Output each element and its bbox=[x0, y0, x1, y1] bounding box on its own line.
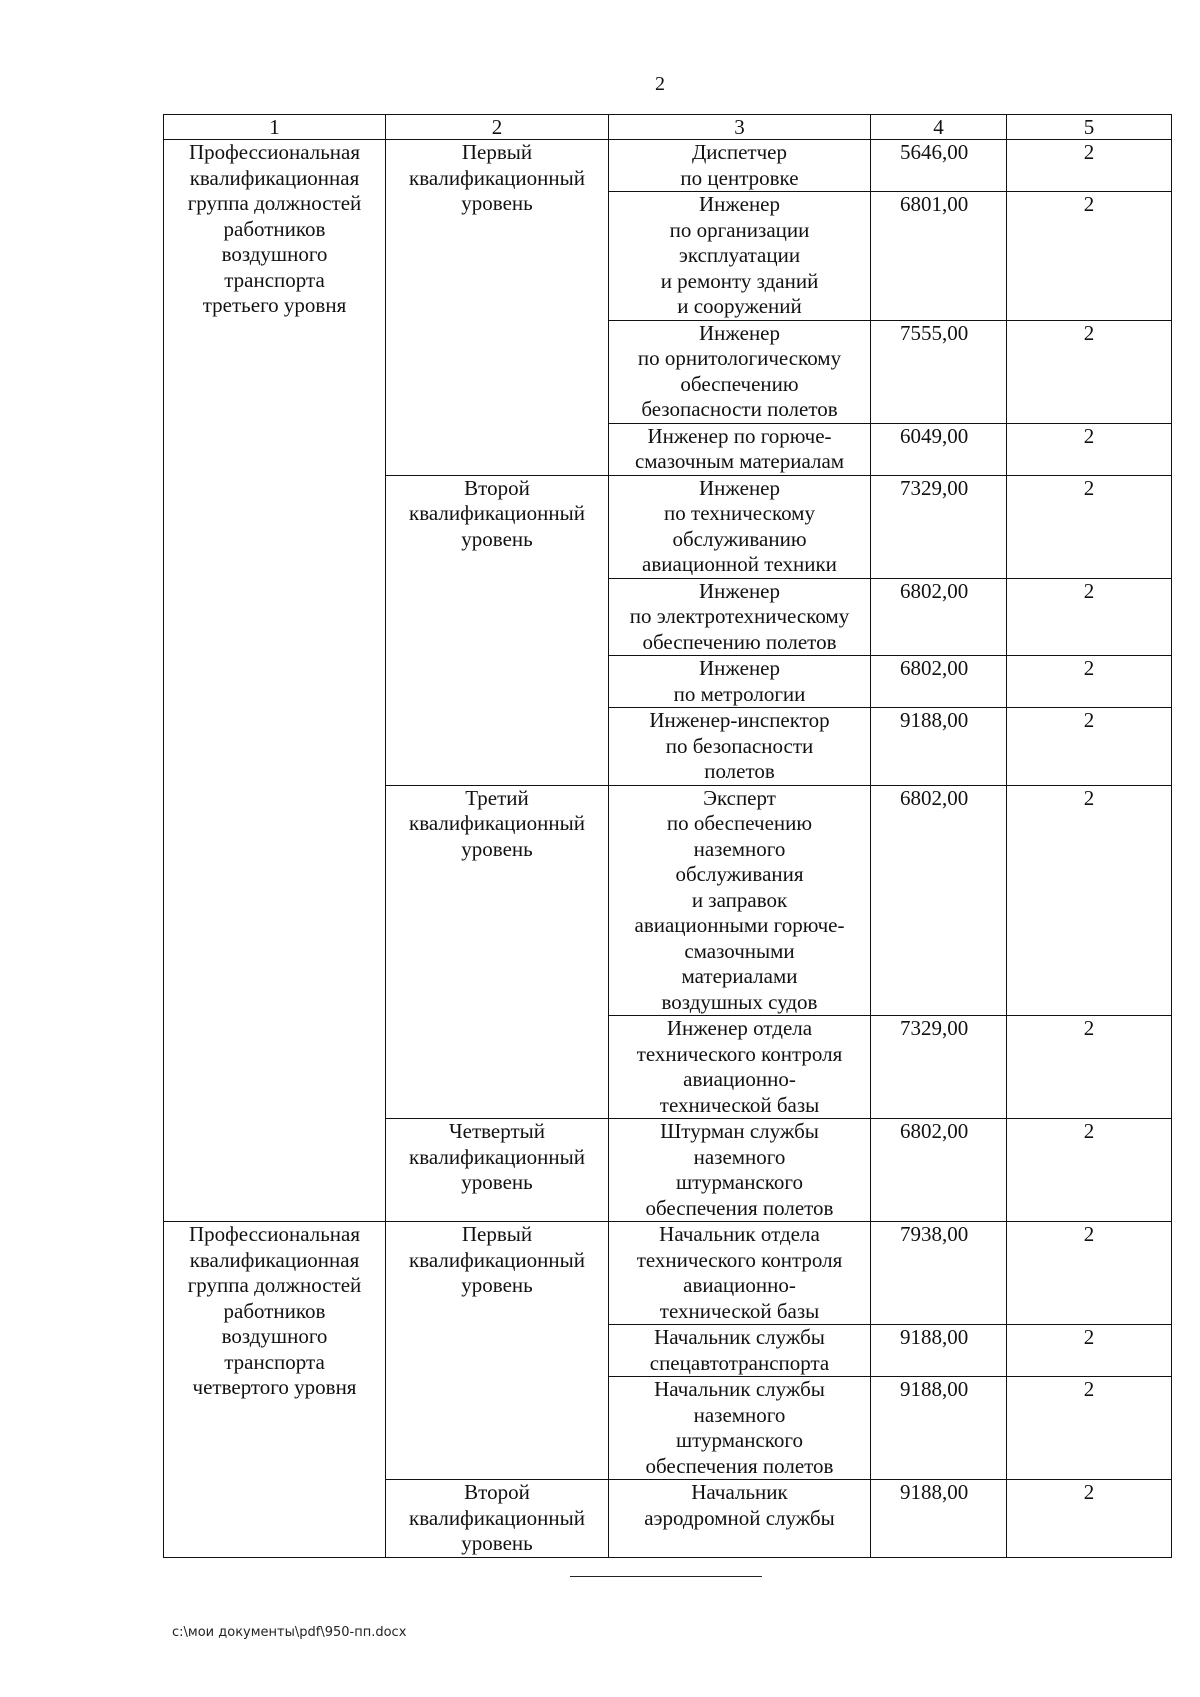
coefficient-cell: 2 bbox=[1007, 192, 1172, 321]
column-header: 1 bbox=[164, 115, 386, 140]
salary-cell: 7329,00 bbox=[871, 475, 1007, 578]
table-row bbox=[164, 140, 1172, 192]
coefficient-cell: 2 bbox=[1007, 140, 1172, 192]
position-title-cell: Начальник аэродромной службы bbox=[609, 1480, 871, 1558]
end-separator-line bbox=[570, 1576, 762, 1577]
coefficient-cell: 2 bbox=[1007, 475, 1172, 578]
position-title-cell: Начальник отдела технического контроля авиационно- технической базы bbox=[609, 1222, 871, 1325]
salary-cell: 6801,00 bbox=[871, 192, 1007, 321]
column-header: 3 bbox=[609, 115, 871, 140]
coefficient-cell: 2 bbox=[1007, 708, 1172, 786]
qualification-level-cell: Третий квалификационный уровень bbox=[386, 785, 609, 1119]
salary-cell: 6802,00 bbox=[871, 1119, 1007, 1222]
salary-cell: 6049,00 bbox=[871, 423, 1007, 475]
coefficient-cell: 2 bbox=[1007, 320, 1172, 423]
salary-cell: 7555,00 bbox=[871, 320, 1007, 423]
coefficient-cell: 2 bbox=[1007, 785, 1172, 1016]
position-title-cell: Инженер-инспектор по безопасности полетов bbox=[609, 708, 871, 786]
coefficient-cell: 2 bbox=[1007, 423, 1172, 475]
position-title-cell: Штурман службы наземного штурманского обеспечения полетов bbox=[609, 1119, 871, 1222]
salary-cell: 5646,00 bbox=[871, 140, 1007, 192]
salary-cell: 9188,00 bbox=[871, 1377, 1007, 1480]
page-number: 2 bbox=[655, 73, 665, 95]
file-path-footer: c:\мои документы\pdf\950-пп.docx bbox=[172, 1625, 407, 1640]
position-title-cell: Инженер по орнитологическому обеспечению безопасности полетов bbox=[609, 320, 871, 423]
column-header: 4 bbox=[871, 115, 1007, 140]
salary-cell: 7938,00 bbox=[871, 1222, 1007, 1325]
salary-table bbox=[163, 114, 1172, 1558]
position-title-cell: Эксперт по обеспечению наземного обслуживания и заправок авиационными горюче- смазочными материалами воздушных судов bbox=[609, 785, 871, 1016]
qualification-level-cell: Первый квалификационный уровень bbox=[386, 1222, 609, 1480]
coefficient-cell: 2 bbox=[1007, 1119, 1172, 1222]
column-header: 2 bbox=[386, 115, 609, 140]
salary-table-body bbox=[164, 115, 1172, 1558]
coefficient-cell: 2 bbox=[1007, 1325, 1172, 1377]
position-title-cell: Диспетчер по центровке bbox=[609, 140, 871, 192]
position-title-cell: Инженер по горюче- смазочным материалам bbox=[609, 423, 871, 475]
coefficient-cell: 2 bbox=[1007, 1377, 1172, 1480]
position-title-cell: Инженер отдела технического контроля авиационно- технической базы bbox=[609, 1016, 871, 1119]
coefficient-cell: 2 bbox=[1007, 1222, 1172, 1325]
qualification-level-cell: Второй квалификационный уровень bbox=[386, 1480, 609, 1558]
salary-cell: 9188,00 bbox=[871, 708, 1007, 786]
column-header: 5 bbox=[1007, 115, 1172, 140]
coefficient-cell: 2 bbox=[1007, 1016, 1172, 1119]
salary-cell: 9188,00 bbox=[871, 1325, 1007, 1377]
table-row bbox=[164, 1222, 1172, 1325]
position-title-cell: Инженер по организации эксплуатации и ремонту зданий и сооружений bbox=[609, 192, 871, 321]
salary-cell: 6802,00 bbox=[871, 785, 1007, 1016]
position-title-cell: Инженер по электротехническому обеспечению полетов bbox=[609, 578, 871, 656]
qualification-level-cell: Четвертый квалификационный уровень bbox=[386, 1119, 609, 1222]
qualification-group-cell: Профессиональная квалификационная группа должностей работников воздушного транспорта четвертого уровня bbox=[164, 1222, 386, 1558]
position-title-cell: Инженер по техническому обслуживанию авиационной техники bbox=[609, 475, 871, 578]
table-header-row bbox=[164, 115, 1172, 140]
coefficient-cell: 2 bbox=[1007, 1480, 1172, 1558]
salary-cell: 7329,00 bbox=[871, 1016, 1007, 1119]
position-title-cell: Инженер по метрологии bbox=[609, 656, 871, 708]
coefficient-cell: 2 bbox=[1007, 578, 1172, 656]
position-title-cell: Начальник службы спецавтотранспорта bbox=[609, 1325, 871, 1377]
salary-cell: 9188,00 bbox=[871, 1480, 1007, 1558]
coefficient-cell: 2 bbox=[1007, 656, 1172, 708]
qualification-level-cell: Второй квалификационный уровень bbox=[386, 475, 609, 785]
position-title-cell: Начальник службы наземного штурманского обеспечения полетов bbox=[609, 1377, 871, 1480]
salary-cell: 6802,00 bbox=[871, 578, 1007, 656]
salary-cell: 6802,00 bbox=[871, 656, 1007, 708]
qualification-level-cell: Первый квалификационный уровень bbox=[386, 140, 609, 476]
qualification-group-cell: Профессиональная квалификационная группа должностей работников воздушного транспорта третьего уровня bbox=[164, 140, 386, 1222]
